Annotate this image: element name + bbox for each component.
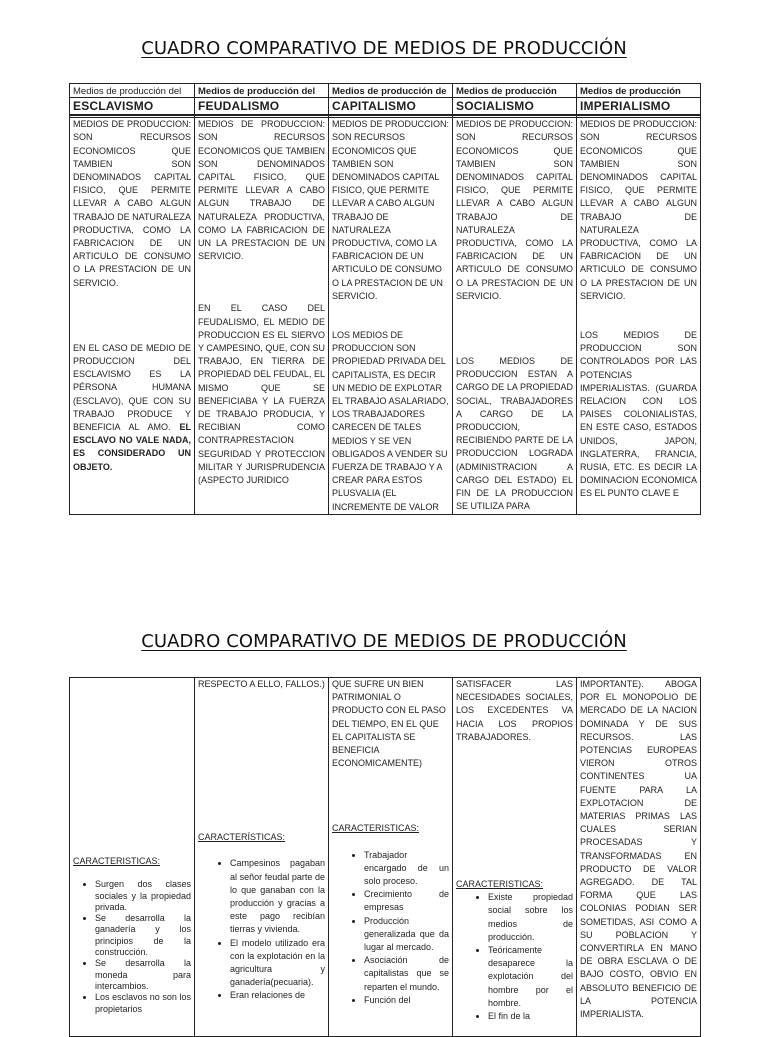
cell-socialismo bbox=[453, 118, 577, 515]
page-title-bottom: CUADRO COMPARATIVO DE MEDIOS DE PRODUCCIÓN bbox=[141, 631, 627, 652]
cell-esclavismo-cont bbox=[70, 678, 195, 1037]
cell-feudalismo-cont bbox=[195, 678, 329, 1037]
esclavismo-text: EN EL CASO DE MEDIO DE PRODUCCION DEL ESCLAVISMO ES LA PÉRSONA HUMANA (ESCLAVO), QUE CON SU TRABAJO PRODUCE Y BENEFICIA AL AMO. EL ESCLAVO NO VALE NADA, ES CONSIDERADO UN OBJETO. bbox=[73, 342, 191, 472]
header-big: SOCIALISMO bbox=[453, 97, 576, 116]
capitalismo-cont-text: QUE SUFRE UN BIEN PATRIMONIAL O PRODUCTO CON EL PASO DEL TIEMPO, EN EL QUE EL CAPITALISTA SE BENEFICIA ECONOMICAMENTE) bbox=[332, 679, 446, 769]
definition-text: MEDIOS DE PRODUCCION: SON RECURSOS ECONOMICOS QUE TAMBIEN SON DENOMINADOS CAPITAL FISICO, QUE PERMITE LLEVAR A CABO ALGUN TRABAJO DE NATURALEZA PRODUCTIVA, COMO LA FABRICACION DE UN ARTICULO DE CONSUMO O LA PRESTACION DE UN SERVICIO. bbox=[580, 119, 698, 301]
feudalismo-text: EN EL CASO DEL FEUDALISMO, EL MEDIO DE PRODUCCION ES EL SIERVO Y CAMPESINO, QUE, CON SU TRABAJO, EN TIERRA DE PROPIEDAD DEL FEUDAL, EL MISMO QUE SE BENEFICIABA Y LA FUERZA DE TRABAJO PRODUCIA, Y RECIBIAN COMO CONTRAPRESTACION SEGURIDAD Y PROTECCION MILITAR Y JURISPRUDENCIA (ASPECTO JURIDICO bbox=[198, 303, 325, 486]
list-item: • Producción generalizada que da lugar al mercado. bbox=[364, 915, 449, 955]
cell-imperialismo bbox=[577, 118, 701, 515]
header-row bbox=[70, 84, 701, 118]
header-small: Medios de producción bbox=[456, 86, 557, 97]
characteristics-list bbox=[456, 891, 573, 1023]
list-item: • Crecimiento de empresas bbox=[364, 888, 449, 914]
cell-socialismo-cont bbox=[453, 678, 577, 1037]
cell-capitalismo bbox=[329, 118, 453, 515]
list-item: • Surgen dos clases sociales y la propiedad privada. bbox=[95, 879, 191, 913]
header-big: FEUDALISMO bbox=[195, 97, 328, 116]
list-item: • Trabajador encargado de un solo proceso. bbox=[364, 849, 449, 889]
capitalismo-text: LOS MEDIOS DE PRODUCCION SON PROPIEDAD PRIVADA DEL CAPITALISTA, ES DECIR UN MEDIO DE EXPLOTAR EL TRABAJO ASALARIADO, LOS TRABAJADORES CARECEN DE TALES MEDIOS Y SE VEN OBLIGADOS A VENDER SU FUERZA DE TRABAJO Y A CREAR PARA ESTOS PLUSVALIA (EL INCREMENTE DE VALOR bbox=[332, 330, 449, 512]
characteristics-heading: CARACTERISTICAS: bbox=[332, 823, 420, 834]
header-imperialismo bbox=[577, 84, 701, 118]
list-item: • Los esclavos no son los propietarios bbox=[95, 992, 191, 1015]
imperialismo-text: LOS MEDIOS DE PRODUCCION SON CONTROLADOS POR LAS POTENCIAS IMPERIALISTAS. (GUARDA RELACION CON LOS PAISES COLONIALISTAS, EN ESTE CASO, ESTADOS UNIDOS, JAPON, INGLATERRA, FRANCIA, RUSIA, ETC. ES DECIR LA DOMINACION ECONOMICA ES EL PUNTO CLAVE E bbox=[580, 330, 697, 499]
comparison-table-bottom bbox=[69, 677, 701, 1037]
header-small: Medios de producción del bbox=[73, 86, 182, 97]
imperialismo-cont-text: IMPORTANTE). ABOGA POR EL MONOPOLIO DE MERCADO DE LA NACION DOMINADA Y DE SUS RECURSOS. LAS POTENCIAS EUROPEAS VIERON OTROS CONTINENTES UA FUENTE PARA LA EXPLOTACION DE MATERIAS PRIMAS LAS CUALES SERIAN PROCESADAS Y TRANSFORMADAS EN PRODUCTO DE VALOR AGREGADO. DE TAL FORMA QUE LAS COLONIAS PODIAN SER SOMETIDAS, ASI COMO A SU POBLACION Y CONVERTIRLA EN MANO DE OBRA ESCLAVA O DE BAJO COSTO, OBVIO EN ABSOLUTO BENEFICIO DE LA POTENCIA IMPERIALISTA. bbox=[580, 679, 697, 1020]
list-item: • Existe propiedad social sobre los medios de producción. bbox=[488, 891, 573, 944]
definition-text: MEDIOS DE PRODUCCION: SON RECURSOS ECONOMICOS QUE TAMBIEN SON DENOMINADOS CAPITAL FISICO, QUE PERMITE LLEVAR A CABO ALGUN TRABAJO DE NATURALEZA PRODUCTIVA, COMO LA FABRICACION DE UN ARTICULO DE CONSUMO O LA PRESTACION DE UN SERVICIO. bbox=[456, 119, 574, 301]
header-big: IMPERIALISMO bbox=[577, 97, 700, 116]
characteristics-heading: CARACTERISTICAS: bbox=[73, 856, 161, 866]
header-esclavismo bbox=[70, 84, 195, 118]
page-title-top: CUADRO COMPARATIVO DE MEDIOS DE PRODUCCIÓN bbox=[141, 38, 627, 59]
header-small: Medios de producción del bbox=[198, 86, 316, 97]
list-item: • Se desarrolla la ganadería y los principios de la construcción. bbox=[95, 913, 191, 958]
content-row bbox=[70, 118, 701, 515]
characteristics-heading: CARACTERISTICAS: bbox=[456, 879, 544, 890]
characteristics-list bbox=[73, 879, 191, 1015]
comparison-table-top bbox=[69, 83, 701, 515]
cell-capitalismo-cont bbox=[329, 678, 453, 1037]
cell-imperialismo-cont bbox=[577, 678, 701, 1037]
characteristics-list bbox=[198, 857, 325, 1002]
header-feudalismo bbox=[195, 84, 329, 118]
characteristics-heading: CARACTERÍSTICAS: bbox=[198, 832, 286, 843]
socialismo-cont-text: SATISFACER LAS NECESIDADES SOCIALES, LOS EXCEDENTES VA HACIA LOS PROPIOS TRABAJADORES. bbox=[456, 679, 573, 742]
feudalismo-cont-text: RESPECTO A ELLO, FALLOS.) bbox=[198, 679, 325, 689]
list-item: • Se desarrolla la moneda para intercambios. bbox=[95, 958, 191, 992]
cell-esclavismo bbox=[70, 118, 195, 515]
list-item: • El fin de la bbox=[488, 1010, 573, 1023]
header-small: Medios de producción bbox=[580, 86, 681, 97]
header-capitalismo bbox=[329, 84, 453, 118]
list-item: • Campesinos pagaban al señor feudal parte de lo que ganaban con la producción y gracias a este pago recibían tierras y vivienda. bbox=[230, 857, 325, 936]
definition-text: MEDIOS DE PRODUCCION: SON RECURSOS ECONOMICOS QUE TAMBIEN SON DENOMINADOS CAPITAL FISICO, QUE PERMITE LLEVAR A CABO ALGUN TRABAJO DE NATURALEZA PRODUCTIVA, COMO LA FABRICACION DE UN ARTICULO DE CONSUMO O LA PRESTACION DE UN SERVICIO. bbox=[332, 119, 450, 301]
header-big: CAPITALISMO bbox=[329, 97, 452, 116]
definition-text: MEDIOS DE PRODUCCION: SON RECURSOS ECONOMICOS QUE TAMBIEN SON DENOMINADOS CAPITAL FISICO, QUE PERMITE LLEVAR A CABO ALGUN TRABAJO DE NATURALEZA PRODUCTIVA, COMO LA FABRICACION DE UN LA PRESTACION DE UN SERVICIO. bbox=[198, 119, 325, 262]
list-item: • Asociación de capitalistas que se reparten el mundo. bbox=[364, 954, 449, 994]
list-item: • Función del bbox=[364, 994, 449, 1007]
list-item: • El modelo utilizado era con la explotación en la agricultura y ganadería(pecuaria). bbox=[230, 937, 325, 990]
characteristics-list bbox=[332, 849, 449, 1007]
list-item: • Teóricamente desaparece la explotación del hombre por el hombre. bbox=[488, 944, 573, 1010]
content-row-continued bbox=[70, 678, 701, 1037]
header-big: ESCLAVISMO bbox=[70, 97, 194, 116]
cell-feudalismo bbox=[195, 118, 329, 515]
list-item: • Eran relaciones de bbox=[230, 989, 325, 1002]
header-socialismo bbox=[453, 84, 577, 118]
definition-text: MEDIOS DE PRODUCCION: SON RECURSOS ECONOMICOS QUE TAMBIEN SON DENOMINADOS CAPITAL FISICO, QUE PERMITE LLEVAR A CABO ALGUN TRABAJO DE NATURALEZA PRODUCTIVA, COMO LA FABRICACION DE UN ARTICULO DE CONSUMO O LA PRESTACION DE UN SERVICIO. bbox=[73, 119, 191, 288]
socialismo-text: LOS MEDIOS DE PRODUCCION ESTAN A CARGO DE LA PROPIEDAD SOCIAL, TRABAJADORES A CARGO DE LA PRODUCCION, RECIBIENDO PARTE DE LA PRODUCCION LOGRADA (ADMINISTRACION A CARGO DEL ESTADO) EL FIN DE LA PRODUCCION SE UTILIZA PARA bbox=[456, 356, 573, 512]
header-small: Medios de producción de bbox=[332, 86, 447, 97]
